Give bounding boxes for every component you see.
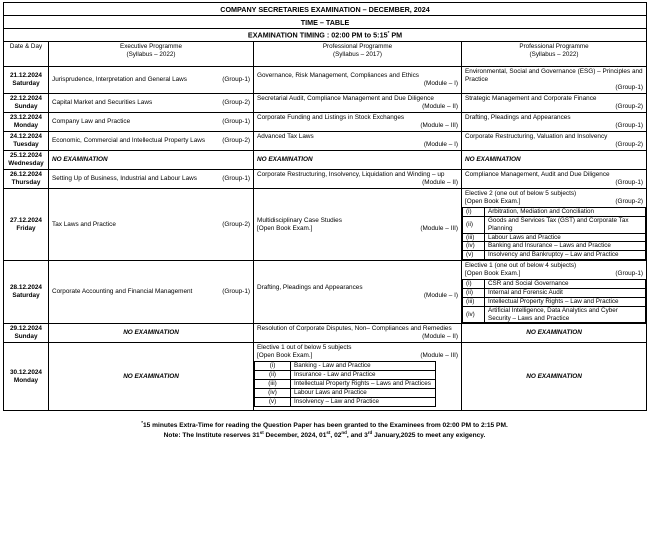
prof2022-cell: Elective 2 (one out of below 5 subjects) [Open Book Exam.] (Group-2) (i) Arbitration, Mediation and Conciliation (ii) Goods and Services Tax (GST) and Corporate Tax Planning (iii) Labour Laws and Practice (iv) Banking and Insurance – Laws and Practice (v) Insolvency and Bankruptcy – Law and Practice bbox=[462, 189, 647, 261]
list-item: (v) Insolvency and Bankruptcy – Law and Practice bbox=[463, 251, 646, 260]
prof2017-cell: Governance, Risk Management, Compliances and Ethics (Module – I) bbox=[254, 67, 462, 94]
list-item: (v) Insolvency – Law and Practice bbox=[255, 397, 436, 406]
timetable bbox=[3, 2, 647, 411]
footnote-extra-time: *15 minutes Extra-Time for reading the Question Paper has been granted to the Examinees from 02:00 PM to 2:15 PM. bbox=[141, 419, 508, 429]
prof2022-cell: Corporate Restructuring, Valuation and Insolvency (Group-2) bbox=[462, 132, 647, 151]
list-item: (iii) Labour Laws and Practice bbox=[463, 233, 646, 242]
date-cell: 21.12.2024 Saturday bbox=[4, 67, 49, 94]
list-item: (iv) Banking and Insurance – Laws and Practice bbox=[463, 242, 646, 251]
prof2022-cell: Drafting, Pleadings and Appearances (Group-1) bbox=[462, 113, 647, 132]
list-item: (iv) Artificial Intelligence, Data Analytics and Cyber Security – Laws and Practice bbox=[463, 306, 646, 323]
date-cell: 26.12.2024 Thursday bbox=[4, 170, 49, 189]
prof2017-cell: Secretarial Audit, Compliance Management and Due Diligence (Module – II) bbox=[254, 94, 462, 113]
exam-title: COMPANY SECRETARIES EXAMINATION – DECEMBER, 2024 bbox=[4, 3, 647, 16]
prof2017-cell: Drafting, Pleadings and Appearances (Module – I) bbox=[254, 261, 462, 324]
list-item: (i) CSR and Social Governance bbox=[463, 280, 646, 289]
list-item: (ii) Goods and Services Tax (GST) and Corporate Tax Planning bbox=[463, 216, 646, 233]
date-cell: 28.12.2024 Saturday bbox=[4, 261, 49, 324]
date-cell: 25.12.2024 Wednesday bbox=[4, 151, 49, 170]
col-header-executive: Executive Programme (Syllabus – 2022) bbox=[49, 42, 254, 67]
table-row bbox=[4, 189, 647, 261]
prof2022-cell: NO EXAMINATION bbox=[462, 324, 647, 343]
prof2017-cell: Corporate Restructuring, Insolvency, Liquidation and Winding – up (Module – II) bbox=[254, 170, 462, 189]
prof2017-cell: NO EXAMINATION bbox=[254, 151, 462, 170]
date-cell: 27.12.2024 Friday bbox=[4, 189, 49, 261]
date-cell: 24.12.2024 Tuesday bbox=[4, 132, 49, 151]
elective-list bbox=[254, 361, 436, 406]
elective-list bbox=[462, 279, 646, 323]
elective-list bbox=[462, 207, 646, 260]
list-item: (ii) Internal and Forensic Audit bbox=[463, 289, 646, 298]
table-row bbox=[4, 170, 647, 189]
executive-cell: Tax Laws and Practice (Group-2) bbox=[49, 189, 254, 261]
list-item: (iv) Labour Laws and Practice bbox=[255, 389, 436, 398]
executive-cell: Company Law and Practice (Group-1) bbox=[49, 113, 254, 132]
prof2017-cell: Advanced Tax Laws (Module – I) bbox=[254, 132, 462, 151]
date-cell: 30.12.2024 Monday bbox=[4, 343, 49, 410]
list-item: (i) Banking - Law and Practice bbox=[255, 362, 436, 371]
table-row bbox=[4, 94, 647, 113]
prof2017-cell: Multidisciplinary Case Studies [Open Book Exam.] (Module – III) bbox=[254, 189, 462, 261]
table-row bbox=[4, 261, 647, 324]
footnotes bbox=[3, 420, 646, 441]
exam-timing: EXAMINATION TIMING : 02:00 PM to 5:15* PM bbox=[4, 29, 647, 42]
table-row bbox=[4, 67, 647, 94]
list-item: (i) Arbitration, Mediation and Conciliation bbox=[463, 208, 646, 217]
col-header-professional-2017: Professional Programme (Syllabus – 2017) bbox=[254, 42, 462, 67]
executive-cell: Jurisprudence, Interpretation and General Laws (Group-1) bbox=[49, 67, 254, 94]
date-cell: 22.12.2024 Sunday bbox=[4, 94, 49, 113]
table-row bbox=[4, 343, 647, 410]
timetable-subtitle: TIME – TABLE bbox=[4, 16, 647, 29]
executive-cell: NO EXAMINATION bbox=[49, 151, 254, 170]
prof2022-cell: Environmental, Social and Governance (ESG) – Principles and Practice (Group-1) bbox=[462, 67, 647, 94]
timetable-container bbox=[3, 2, 646, 441]
date-cell: 29.12.2024 Sunday bbox=[4, 324, 49, 343]
prof2022-cell: NO EXAMINATION bbox=[462, 151, 647, 170]
col-header-professional-2022: Professional Programme (Syllabus – 2022) bbox=[462, 42, 647, 67]
prof2022-cell: Strategic Management and Corporate Finance (Group-2) bbox=[462, 94, 647, 113]
table-row bbox=[4, 324, 647, 343]
list-item: (iii) Intellectual Property Rights – Laws and Practices bbox=[255, 380, 436, 389]
executive-cell: Capital Market and Securities Laws (Group-2) bbox=[49, 94, 254, 113]
footnote-reserve-dates: Note: The Institute reserves 31st December, 2024, 01st, 02nd, and 3rd January,2025 to meet any exigency. bbox=[163, 430, 486, 440]
executive-cell: Setting Up of Business, Industrial and Labour Laws (Group-1) bbox=[49, 170, 254, 189]
prof2022-cell: NO EXAMINATION bbox=[462, 343, 647, 410]
executive-cell: Economic, Commercial and Intellectual Property Laws (Group-2) bbox=[49, 132, 254, 151]
table-row bbox=[4, 132, 647, 151]
executive-cell: NO EXAMINATION bbox=[49, 324, 254, 343]
prof2017-cell: Elective 1 out of below 5 subjects [Open Book Exam.] (Module – III) (i) Banking - Law and Practice (ii) Insurance - Law and Practice (iii) Intellectual Property Rights – Laws and Practices (iv) Labour Laws and Practice (v) Insolvency – Law and Practice bbox=[254, 343, 462, 410]
executive-cell: NO EXAMINATION bbox=[49, 343, 254, 410]
table-row bbox=[4, 113, 647, 132]
list-item: (ii) Insurance - Law and Practice bbox=[255, 371, 436, 380]
date-cell: 23.12.2024 Monday bbox=[4, 113, 49, 132]
executive-cell: Corporate Accounting and Financial Management (Group-1) bbox=[49, 261, 254, 324]
table-row bbox=[4, 151, 647, 170]
list-item: (iii) Intellectual Property Rights – Law and Practice bbox=[463, 297, 646, 306]
prof2017-cell: Resolution of Corporate Disputes, Non– Compliances and Remedies (Module – II) bbox=[254, 324, 462, 343]
prof2017-cell: Corporate Funding and Listings in Stock Exchanges (Module – III) bbox=[254, 113, 462, 132]
col-header-date: Date & Day bbox=[4, 42, 49, 67]
prof2022-cell: Compliance Management, Audit and Due Diligence (Group-1) bbox=[462, 170, 647, 189]
prof2022-cell: Elective 1 (one out of below 4 subjects) [Open Book Exam.] (Group-1) (i) CSR and Social Governance (ii) Internal and Forensic Audit (iii) Intellectual Property Rights – Law and Practice (iv) Artificial Intelligence, Data Analytics and Cyber Security – Laws and Practice bbox=[462, 261, 647, 324]
